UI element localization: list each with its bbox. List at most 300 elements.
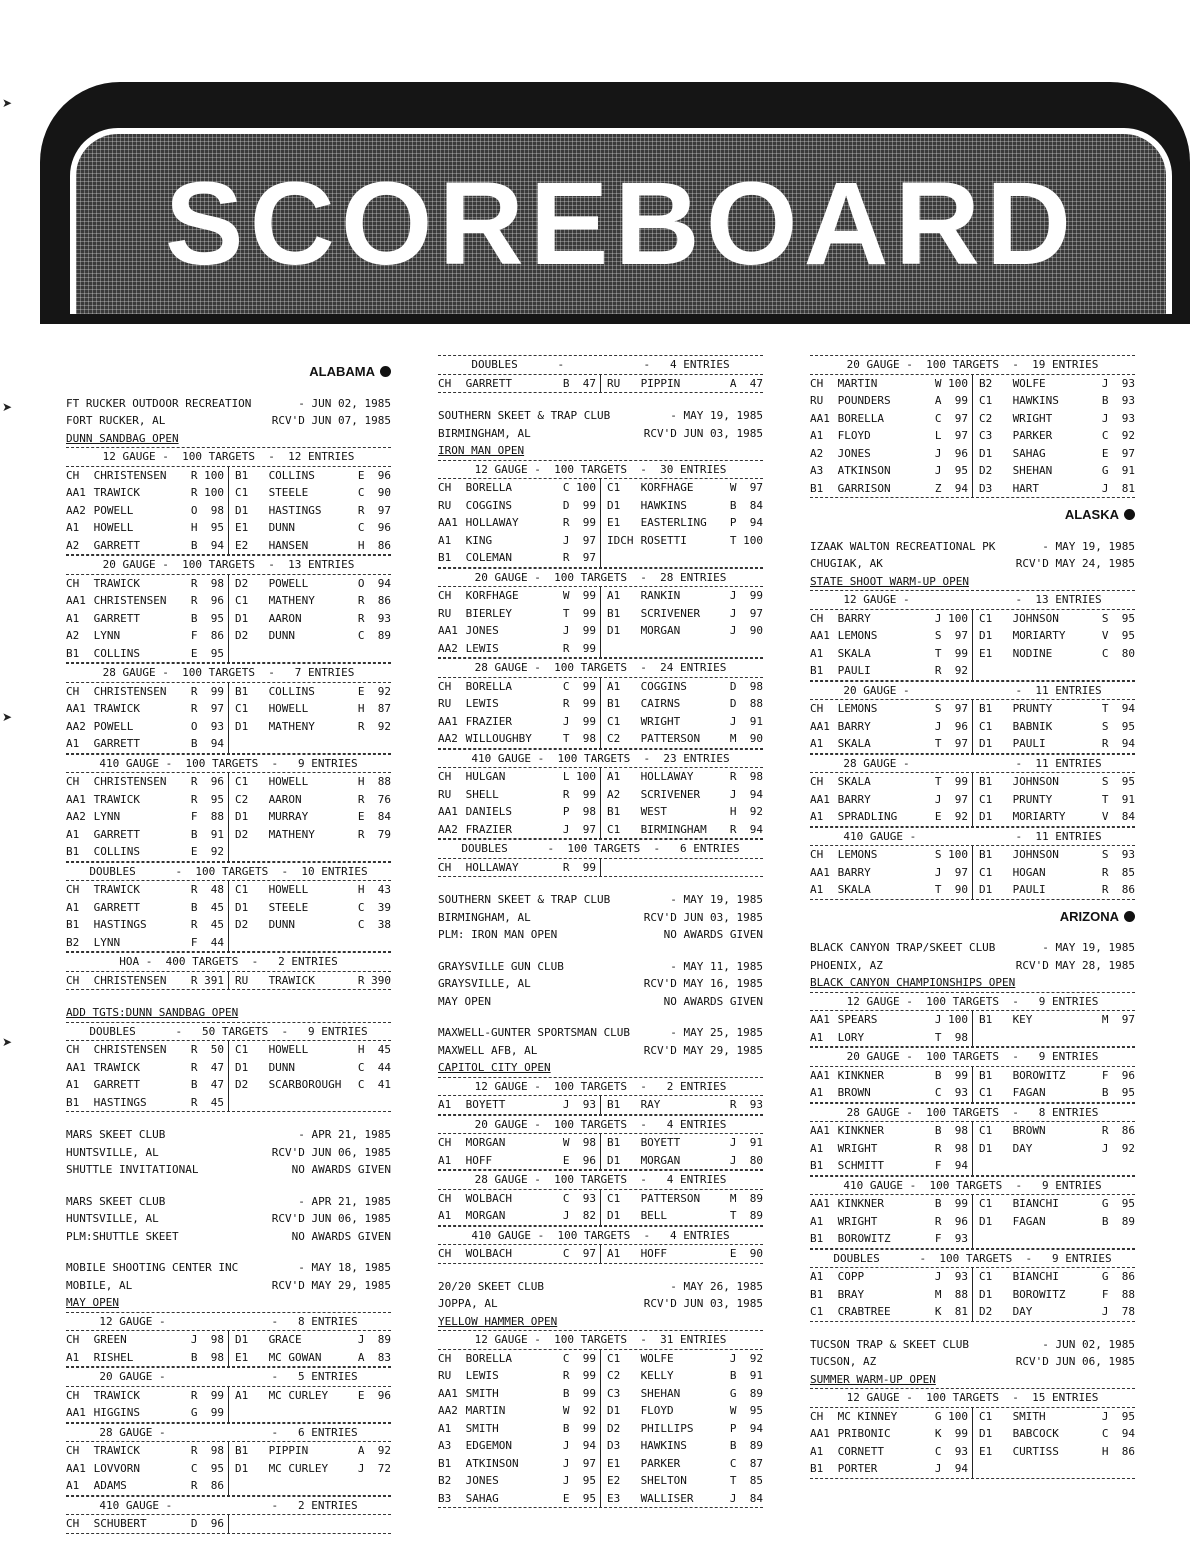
column-3 [810, 355, 1135, 1479]
result-row [810, 881, 1135, 900]
club-header [810, 939, 1135, 957]
score: R 96 [925, 1213, 973, 1231]
score: W 98 [553, 1134, 601, 1152]
class-code: A1 [438, 1421, 452, 1435]
class-code: D1 [978, 446, 993, 460]
score: C 92 [1101, 429, 1136, 442]
class-code: CH [66, 1517, 80, 1530]
class-code: IDCH [606, 533, 634, 547]
club-name: MARS SKEET CLUB [66, 1194, 166, 1208]
event-block [66, 447, 391, 555]
score: W 100 [925, 375, 973, 393]
score: R 99 [553, 1367, 601, 1385]
club-block [66, 1193, 391, 1246]
awards-note: NO AWARDS GIVEN [291, 1229, 391, 1243]
score: J 100 [925, 1011, 973, 1029]
result-row [66, 1076, 391, 1094]
score: M 90 [729, 732, 764, 745]
club-note [66, 1228, 391, 1246]
event-header: 20 GAUGE - 100 TARGETS - 4 ENTRIES [438, 1115, 763, 1135]
class-code: A1 [66, 1350, 80, 1364]
event-header: 410 GAUGE - 100 TARGETS - 23 ENTRIES [438, 749, 763, 769]
shooter-name [1013, 1157, 1092, 1175]
shooter-name: STEELE [268, 900, 309, 914]
result-row [810, 1303, 1135, 1322]
score [720, 640, 763, 658]
shooter-name: CHRISTENSEN [93, 973, 167, 987]
score: J 91 [729, 714, 764, 728]
club-location [810, 1353, 1135, 1371]
score: R 99 [181, 683, 229, 701]
shooter-name: JONES [465, 624, 499, 637]
class-code: B1 [978, 1068, 993, 1082]
score: J 93 [925, 1268, 973, 1286]
club-block [438, 1024, 763, 1264]
score: W 92 [553, 1402, 601, 1420]
score: M 89 [729, 1191, 764, 1205]
class-code: D1 [234, 1333, 249, 1346]
class-code: A1 [438, 1098, 452, 1111]
shooter-name: HAWKINS [640, 1439, 687, 1452]
score: J 92 [1101, 1141, 1136, 1155]
shooter-name: KORFHAGE [640, 481, 694, 494]
score [1092, 1230, 1135, 1248]
class-code: D2 [234, 629, 249, 642]
score: R 97 [553, 549, 601, 567]
event-header: 20 GAUGE - 100 TARGETS - 28 ENTRIES [438, 568, 763, 588]
result-row [438, 532, 763, 550]
class-code [973, 1029, 1013, 1047]
club-block [810, 939, 1135, 1322]
result-row [810, 700, 1135, 718]
class-code: B1 [978, 775, 993, 788]
event-block [66, 1496, 391, 1534]
class-code: D2 [234, 827, 249, 841]
shooter-name: GRACE [268, 1333, 302, 1346]
score: C 93 [925, 1084, 973, 1102]
class-code: B1 [606, 606, 621, 620]
club-location [66, 412, 391, 430]
shooter-name: BARRY [837, 611, 871, 625]
class-code: A1 [810, 1086, 824, 1099]
class-code: B1 [606, 805, 621, 818]
score: C 93 [553, 1190, 601, 1208]
received-date: RCV'D MAY 28, 1985 [1015, 958, 1135, 972]
score: F 93 [925, 1230, 973, 1248]
score: W 99 [553, 587, 601, 605]
shooter-name: BIANCHI [1012, 1197, 1059, 1210]
class-code: B1 [978, 702, 993, 715]
event-header: HOA - 400 TARGETS - 2 ENTRIES [66, 952, 391, 972]
shooter-name: KEY [1012, 1013, 1033, 1026]
class-code: B1 [606, 1098, 621, 1111]
score: R 96 [181, 592, 229, 610]
shooter-name: DANIELS [465, 805, 512, 818]
shooter-name: RAY [640, 1098, 661, 1111]
class-code: A1 [810, 883, 824, 896]
result-row [66, 1404, 391, 1423]
score: A 99 [925, 392, 973, 410]
class-code: A3 [438, 1439, 452, 1452]
class-code: D1 [978, 1427, 993, 1440]
score: H 87 [357, 702, 392, 715]
class-code: A2 [606, 787, 621, 801]
result-row [810, 1122, 1135, 1140]
shooter-name: HOWELL [93, 521, 134, 534]
class-code: AA1 [438, 624, 458, 637]
shooter-name: MC CURLEY [268, 1461, 329, 1475]
column-1 [66, 355, 391, 1534]
shooter-name: HASTINGS [93, 1095, 147, 1109]
class-code: D1 [978, 883, 993, 896]
shooter-name: COGGINS [465, 498, 512, 512]
score: C 100 [553, 479, 601, 497]
event-header: 28 GAUGE - 100 TARGETS - 7 ENTRIES [66, 663, 391, 683]
score [348, 1094, 391, 1112]
class-code: D1 [978, 1141, 993, 1155]
result-row [66, 645, 391, 664]
score: J 93 [1101, 376, 1136, 390]
awards-note: NO AWARDS GIVEN [291, 1163, 391, 1176]
class-code [229, 1094, 269, 1112]
shooter-name: TRAWICK [93, 1060, 140, 1074]
score [348, 1477, 391, 1495]
result-row [66, 916, 391, 934]
shooter-name: LEMONS [837, 848, 878, 861]
class-code: C2 [606, 1369, 621, 1382]
score: J 89 [357, 1333, 392, 1346]
shooter-name: SHELTON [640, 1474, 687, 1487]
club-block [810, 538, 1135, 900]
score: T 89 [729, 1209, 764, 1222]
class-code: B1 [978, 1013, 993, 1026]
score: B 99 [925, 1195, 973, 1213]
score: H 43 [357, 883, 392, 896]
result-row [66, 735, 391, 754]
event-header: DOUBLES - 100 TARGETS - 6 ENTRIES [438, 839, 763, 859]
score: R 100 [181, 484, 229, 502]
result-row [438, 1472, 763, 1490]
class-code: A2 [66, 538, 80, 552]
result-row [66, 843, 391, 862]
class-code: B1 [606, 697, 621, 710]
shooter-name: GARRETT [93, 1078, 140, 1091]
result-row [438, 1190, 763, 1208]
score: R 96 [181, 773, 229, 791]
score: R 99 [553, 640, 601, 658]
shooter-name [269, 735, 348, 753]
class-code: C1 [234, 594, 249, 607]
result-row [66, 537, 391, 556]
class-code: CH [66, 775, 80, 788]
club-city: MOBILE, AL [66, 1278, 133, 1292]
shooter-name: HULGAN [465, 770, 506, 783]
event-block [438, 658, 763, 749]
shooter-name: WOLFE [640, 1351, 674, 1365]
score: E 90 [729, 1247, 764, 1260]
shooter-name: CHRISTENSEN [93, 1043, 167, 1056]
shoot-date: - MAY 19, 1985 [1042, 539, 1135, 553]
class-code: A1 [66, 1479, 80, 1492]
score: R 47 [181, 1059, 229, 1077]
class-code: B1 [810, 664, 824, 677]
event-block [810, 1176, 1135, 1249]
class-code: E1 [234, 521, 249, 534]
class-code: AA2 [438, 641, 458, 655]
club-header [438, 1278, 763, 1296]
score: S 100 [925, 846, 973, 864]
shooter-name: HOWELL [268, 1043, 309, 1056]
class-code: A2 [66, 629, 80, 642]
class-code: AA1 [66, 792, 86, 806]
score: B 99 [925, 1067, 973, 1085]
class-code: D1 [606, 1153, 621, 1167]
class-code [229, 934, 269, 952]
class-code: CH [810, 1409, 824, 1423]
score: A 92 [357, 1444, 392, 1457]
score: K 99 [925, 1425, 973, 1443]
class-code: D1 [234, 900, 249, 914]
event-header: DOUBLES - 100 TARGETS - 10 ENTRIES [66, 862, 391, 882]
shooter-name: BABNIK [1012, 719, 1053, 733]
shooter-name: MC GOWAN [268, 1350, 322, 1364]
event-header: 20 GAUGE - 100 TARGETS - 9 ENTRIES [810, 1047, 1135, 1067]
shoot-title: BLACK CANYON CHAMPIONSHIPS OPEN [810, 976, 1016, 989]
event-header: 12 GAUGE - 100 TARGETS - 9 ENTRIES [810, 992, 1135, 1012]
shooter-name [641, 640, 720, 658]
shooter-name: HOFF [465, 1153, 493, 1167]
class-code: A2 [810, 446, 824, 460]
result-row [438, 640, 763, 659]
score: C 90 [357, 486, 392, 499]
class-code: B1 [66, 1095, 80, 1109]
result-row [66, 1041, 391, 1059]
shooter-name: LOVVORN [93, 1461, 140, 1475]
score: R 50 [181, 1041, 229, 1059]
shooter-name: SCHUBERT [93, 1517, 147, 1530]
event-block [66, 555, 391, 663]
score [348, 645, 391, 663]
score: G 100 [925, 1408, 973, 1426]
score: R 76 [357, 792, 392, 806]
class-code: B1 [810, 1287, 824, 1301]
club-note [66, 1161, 391, 1179]
result-row [66, 808, 391, 826]
shooter-name: DUNN [268, 521, 296, 534]
score: F 96 [1101, 1068, 1136, 1082]
class-code: AA1 [66, 702, 86, 715]
club-block [66, 395, 391, 991]
shooter-name: HASTINGS [93, 918, 147, 931]
score: R 45 [181, 916, 229, 934]
score [1092, 1029, 1135, 1047]
event-header: 28 GAUGE - - 11 ENTRIES [810, 754, 1135, 774]
class-code: D1 [978, 810, 993, 823]
shooter-name: MURRAY [268, 810, 309, 823]
class-code: AA1 [810, 411, 830, 425]
class-code: AA2 [66, 719, 86, 733]
club-name: 20/20 SKEET CLUB [438, 1279, 544, 1293]
class-code: D1 [234, 1461, 249, 1475]
shooter-name: FRAZIER [465, 822, 512, 836]
class-code: D1 [978, 737, 993, 750]
score: J 95 [925, 462, 973, 480]
shooter-name: COLEMAN [465, 551, 512, 564]
shoot-title: STATE SHOOT WARM-UP OPEN [810, 574, 969, 588]
class-code: CH [438, 589, 452, 602]
result-row [438, 768, 763, 786]
result-row [66, 1331, 391, 1349]
shooter-name: SMITH [465, 1421, 499, 1435]
score: D 98 [729, 679, 764, 693]
class-code: B1 [66, 646, 80, 660]
shooter-name: SKALA [837, 646, 871, 660]
event-block [438, 749, 763, 840]
shooter-name: PARKER [1012, 429, 1053, 442]
class-code: B1 [810, 1462, 824, 1475]
class-code: CH [438, 1247, 452, 1260]
shoot-title: CAPITOL CITY OPEN [438, 1061, 551, 1074]
shooter-name: FRAZIER [465, 714, 512, 728]
shooter-name: CURTISS [1012, 1444, 1059, 1458]
shoot-name: PLM: IRON MAN OPEN [438, 928, 558, 941]
score: B 98 [181, 1349, 229, 1367]
score: E 96 [357, 468, 392, 482]
score: B 99 [553, 1385, 601, 1403]
class-code: RU [606, 376, 621, 390]
shooter-name: BOYETT [640, 1136, 681, 1149]
result-row [438, 514, 763, 532]
score: R 86 [357, 594, 392, 607]
score: S 95 [1101, 775, 1136, 788]
shooter-name: BIERLEY [465, 606, 512, 620]
shooter-name: PATTERSON [640, 732, 701, 745]
result-row [810, 1425, 1135, 1443]
score: E 84 [357, 810, 392, 823]
club-block [66, 1126, 391, 1179]
shooter-name: STEELE [268, 486, 309, 499]
class-code: CH [66, 684, 80, 698]
class-code: CH [66, 1388, 80, 1402]
shoot-date: - MAY 19, 1985 [670, 893, 763, 906]
score: B 95 [181, 610, 229, 628]
class-code: RU [438, 787, 452, 801]
class-code: A1 [66, 827, 80, 841]
score: J 99 [553, 622, 601, 640]
event-block [438, 1170, 763, 1226]
shooter-name: LEMONS [837, 629, 878, 642]
score: T 98 [553, 730, 601, 748]
class-code: A1 [606, 770, 621, 783]
score: P 98 [553, 803, 601, 821]
shooter-name: PAULI [1012, 883, 1046, 896]
score: O 98 [181, 502, 229, 520]
shooter-name: PARKER [640, 1456, 681, 1470]
class-code: AA1 [66, 594, 86, 607]
shoot-title: SUMMER WARM-UP OPEN [810, 1372, 936, 1386]
result-row [66, 899, 391, 917]
class-code: RU [234, 973, 249, 987]
score: S 97 [925, 627, 973, 645]
club-location [810, 555, 1135, 573]
event-block [66, 1367, 391, 1423]
class-code: RU [438, 498, 452, 512]
score: J 93 [1101, 411, 1136, 425]
club-city: FORT RUCKER, AL [66, 414, 166, 427]
class-code: A1 [606, 589, 621, 602]
class-code: D2 [234, 1078, 249, 1091]
result-row [438, 1490, 763, 1509]
class-code [229, 735, 269, 753]
score: J 96 [925, 718, 973, 736]
shooter-name: PHILLIPS [640, 1421, 694, 1435]
shooter-name: BORELLA [465, 1351, 512, 1365]
result-row [438, 1152, 763, 1171]
class-code: E1 [978, 1444, 993, 1458]
class-code: D2 [978, 1305, 993, 1318]
score [1092, 662, 1135, 680]
result-row [810, 662, 1135, 681]
score: R 99 [181, 1387, 229, 1405]
shooter-name: SKALA [837, 737, 871, 750]
score: J 84 [729, 1491, 764, 1505]
received-date: RCV'D JUN 03, 1985 [643, 910, 763, 924]
result-row [438, 1420, 763, 1438]
shooter-name: FLOYD [640, 1404, 674, 1417]
shoot-name: MAY OPEN [438, 994, 491, 1008]
shooter-name: BABCOCK [1012, 1427, 1059, 1440]
score: R 98 [181, 1442, 229, 1460]
shooter-name: PRIBONIC [837, 1427, 891, 1440]
result-row [66, 575, 391, 593]
score: G 99 [181, 1404, 229, 1422]
shooter-name: BIANCHI [1012, 1270, 1059, 1283]
shoot-title: ADD TGTS:DUNN SANDBAG OPEN [66, 1006, 239, 1019]
shooter-name: SCRIVENER [640, 787, 701, 801]
club-location [66, 1277, 391, 1295]
class-code: B1 [810, 1159, 824, 1172]
shooter-name: FAGAN [1012, 1086, 1046, 1099]
class-code: AA1 [438, 516, 458, 529]
score: C 87 [729, 1456, 764, 1470]
shooter-name: WOLFE [1012, 376, 1046, 390]
class-code [601, 549, 641, 567]
club-city: JOPPA, AL [438, 1297, 498, 1310]
shooter-name: GREEN [93, 1333, 127, 1346]
score: J 72 [357, 1461, 392, 1475]
shooter-name: JONES [465, 1474, 499, 1487]
result-row [810, 1084, 1135, 1103]
class-code: AA1 [66, 1406, 86, 1419]
shooter-name: COLLINS [93, 646, 140, 660]
result-row [438, 587, 763, 605]
club-location [438, 909, 763, 927]
shoot-date: - MAY 11, 1985 [670, 959, 763, 973]
club-name: BLACK CANYON TRAP/SKEET CLUB [810, 941, 996, 954]
class-code: A1 [810, 1214, 824, 1228]
event-block [810, 1047, 1135, 1103]
shooter-name: GARRETT [93, 538, 140, 552]
result-row [438, 1207, 763, 1226]
score: W 97 [729, 481, 764, 494]
club-block [810, 1336, 1135, 1479]
score: D 96 [181, 1515, 229, 1533]
class-code: D2 [234, 918, 249, 931]
shooter-name: ROSETTI [640, 533, 687, 547]
class-code: B2 [438, 1474, 452, 1487]
event-header: 410 GAUGE - 100 TARGETS - 9 ENTRIES [66, 754, 391, 774]
event-block [438, 1226, 763, 1264]
